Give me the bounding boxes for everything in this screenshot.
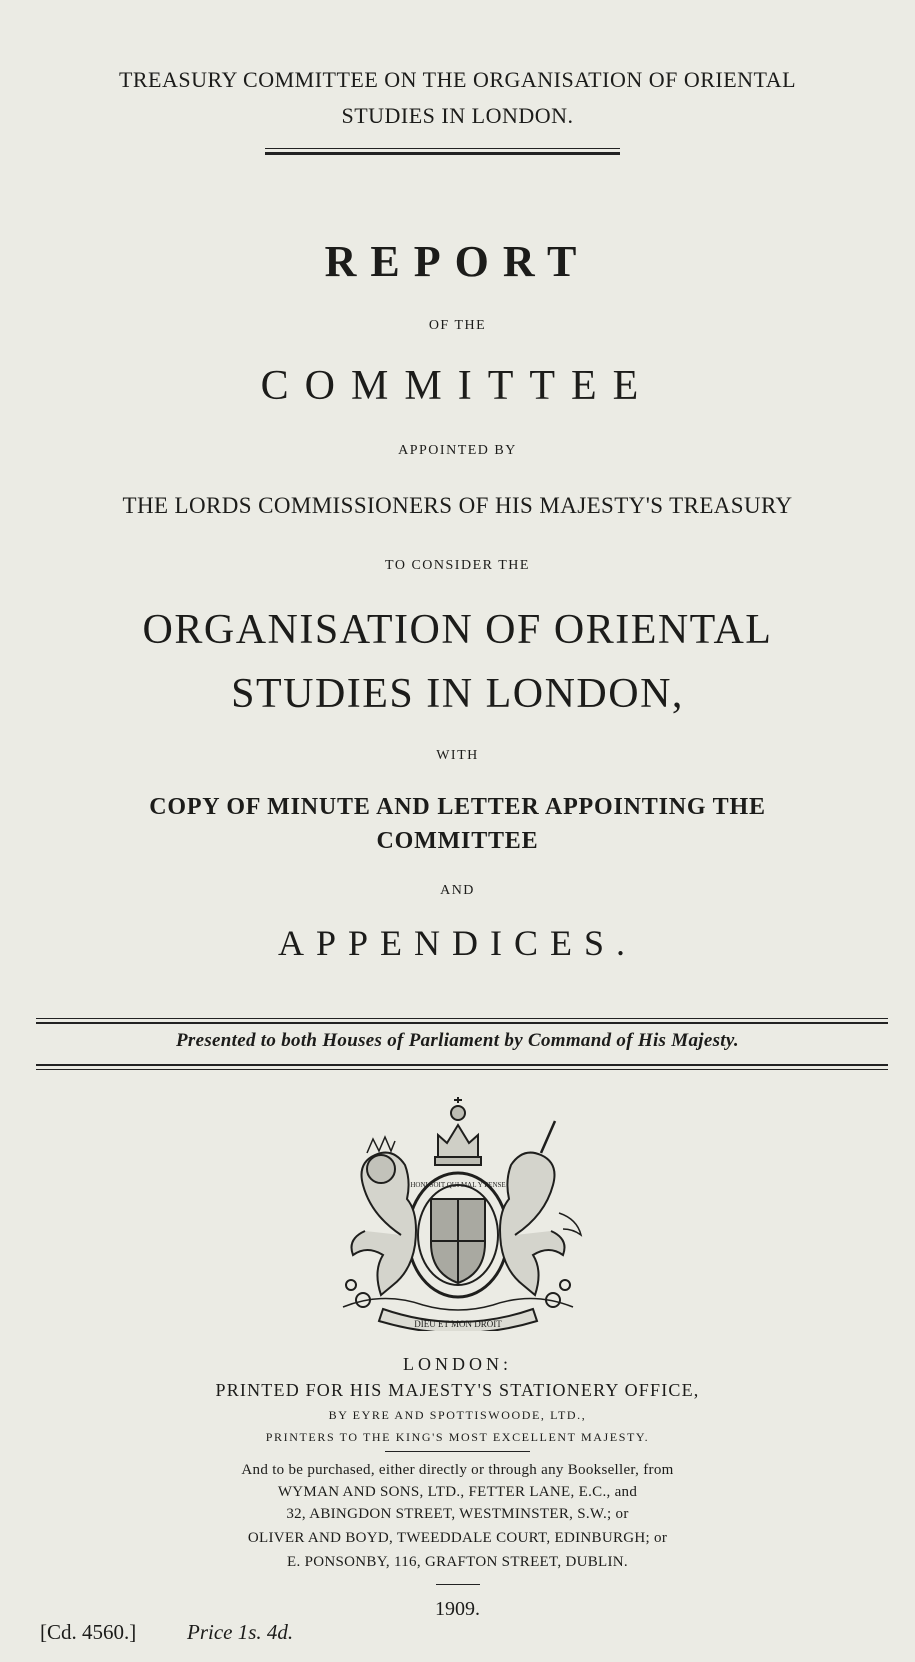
header-line-1: TREASURY COMMITTEE ON THE ORGANISATION OF ORIENTAL <box>118 67 797 92</box>
presented-line: Presented to both Houses of Parliament by Command of His Majesty. <box>176 1030 739 1051</box>
with-label: WITH <box>436 748 479 763</box>
purchase-line-5: E. PONSONBY, 116, GRAFTON STREET, DUBLIN. <box>287 1554 628 1570</box>
organisation-line-1: ORGANISATION OF ORIENTAL <box>142 607 773 653</box>
royal-coat-of-arms-icon <box>323 1095 593 1331</box>
header-rule-thick <box>265 152 620 155</box>
organisation-line-2: STUDIES IN LONDON, <box>231 671 684 717</box>
presented-rule-top-thin <box>36 1018 888 1019</box>
imprint-london: LONDON: <box>403 1354 512 1374</box>
header-line-2: STUDIES IN LONDON. <box>341 103 574 128</box>
command-number: [Cd. 4560.] <box>40 1620 137 1644</box>
purchase-line-2: WYMAN AND SONS, LTD., FETTER LANE, E.C., and <box>277 1484 638 1500</box>
to-consider-label: TO CONSIDER THE <box>385 558 530 573</box>
royal-motto: DIEU ET MON DROIT <box>414 1319 502 1329</box>
imprint-printed-for: PRINTED FOR HIS MAJESTY'S STATIONERY OFFICE, <box>215 1380 700 1400</box>
of-the-label: OF THE <box>428 318 487 333</box>
copy-of-minute-line-2: COMMITTEE <box>376 828 539 854</box>
header-rule-thin <box>265 148 620 149</box>
year-rule <box>436 1584 480 1585</box>
appendices-title: APPENDICES. <box>277 923 638 963</box>
appointed-by-label: APPOINTED BY <box>398 443 517 458</box>
presented-rule-bottom-thick <box>36 1064 888 1066</box>
publication-year: 1909. <box>435 1598 480 1620</box>
presented-rule-top-thick <box>36 1022 888 1024</box>
imprint-by: BY EYRE AND SPOTTISWOODE, LTD., <box>328 1408 587 1422</box>
price: Price 1s. 4d. <box>187 1620 294 1644</box>
committee-title: COMMITTEE <box>260 363 655 409</box>
report-title: REPORT <box>324 237 591 286</box>
presented-rule-bottom-thin <box>36 1069 888 1070</box>
copy-of-minute-line-1: COPY OF MINUTE AND LETTER APPOINTING THE <box>149 794 766 820</box>
purchase-line-4: OLIVER AND BOYD, TWEEDDALE COURT, EDINBURGH; or <box>247 1530 668 1546</box>
purchase-line-1: And to be purchased, either directly or through any Bookseller, from <box>241 1462 674 1478</box>
purchase-line-3: 32, ABINGDON STREET, WESTMINSTER, S.W.; or <box>286 1506 629 1522</box>
and-label: AND <box>440 883 475 898</box>
imprint-rule <box>385 1451 530 1452</box>
imprint-printers: PRINTERS TO THE KING'S MOST EXCELLENT MAJESTY. <box>265 1430 650 1444</box>
lords-commissioners-line: THE LORDS COMMISSIONERS OF HIS MAJESTY'S TREASURY <box>122 493 793 518</box>
garter-motto: HONI SOIT QUI MAL Y PENSE <box>410 1181 506 1189</box>
